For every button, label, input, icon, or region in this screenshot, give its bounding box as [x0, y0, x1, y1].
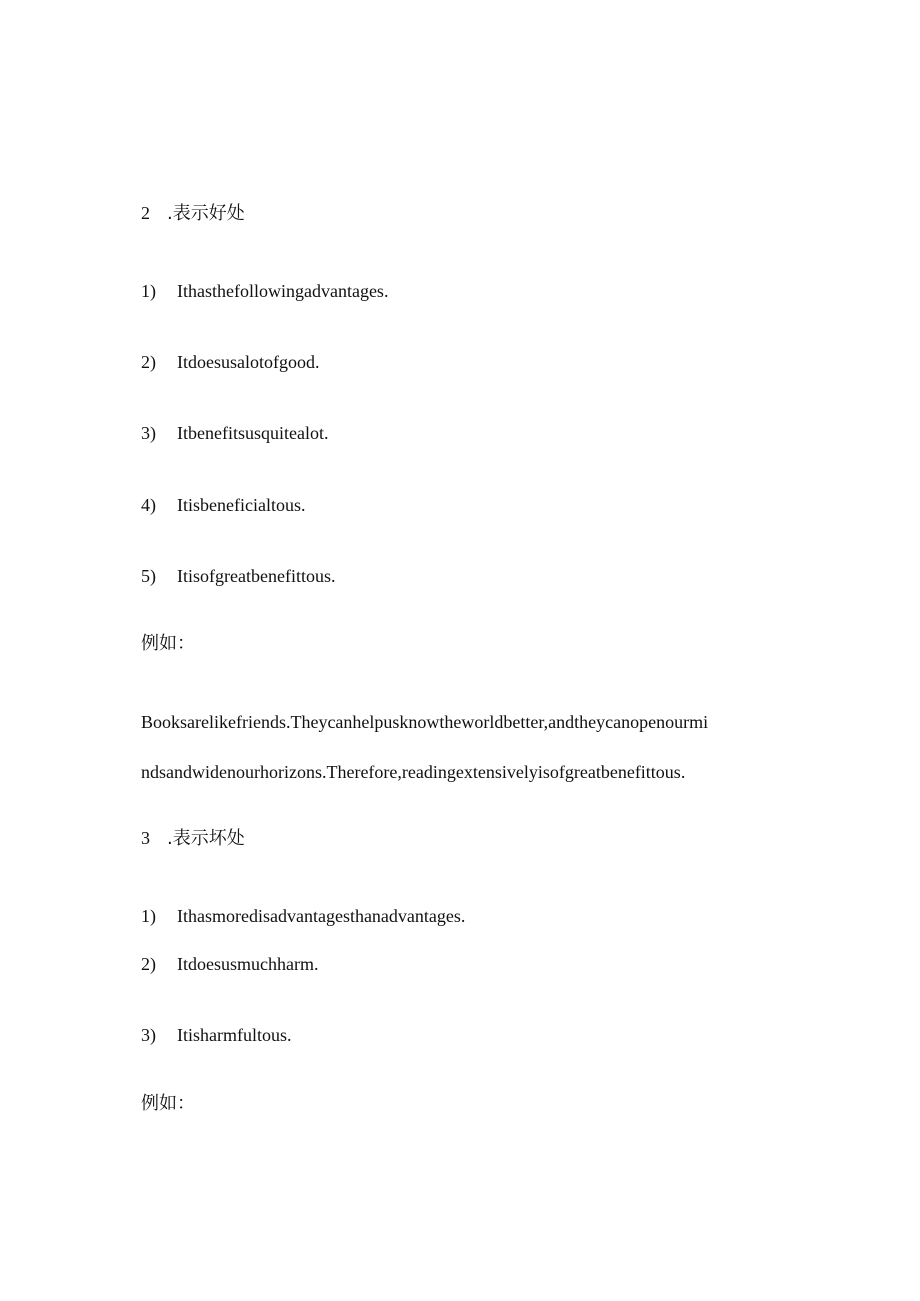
list-item	[141, 493, 305, 517]
list-item-number: 3)	[141, 423, 156, 443]
example-label: 例如：	[141, 633, 195, 654]
list-item-text: Itdoesusalotofgood.	[177, 352, 320, 372]
list-item-text: Itisofgreatbenefittous.	[177, 566, 336, 586]
list-item-text: Ithasthefollowingadvantages.	[177, 281, 389, 301]
list-item-text: Itisbeneficialtous.	[177, 495, 306, 515]
list-item	[141, 564, 335, 588]
section-2-title: .表示好处	[167, 203, 245, 224]
section-3-heading	[141, 826, 245, 851]
example-paragraph-line: Booksarelikefriends.Theycanhelpusknowtheworldbetter,andtheycanopenourmi	[141, 712, 709, 732]
list-item	[141, 350, 319, 374]
list-item	[141, 279, 388, 303]
list-item-number: 2)	[141, 954, 156, 974]
section-2-heading	[141, 201, 245, 226]
list-item	[141, 421, 328, 445]
list-item	[141, 904, 465, 928]
list-item-text: Itbenefitsusquitealot.	[177, 423, 329, 443]
section-3-title: .表示坏处	[167, 828, 245, 849]
list-item-text: Ithasmoredisadvantagesthanadvantages.	[177, 906, 466, 926]
list-item-number: 3)	[141, 1025, 156, 1045]
list-item-number: 4)	[141, 495, 156, 515]
example-paragraph-line: ndsandwidenourhorizons.Therefore,readingextensivelyisofgreatbenefittous.	[141, 762, 686, 782]
list-item-number: 2)	[141, 352, 156, 372]
section-3-number: 3	[141, 828, 150, 848]
list-item-number: 1)	[141, 281, 156, 301]
list-item	[141, 1023, 292, 1047]
section-2-number: 2	[141, 203, 150, 223]
list-item-text: Itisharmfultous.	[177, 1025, 292, 1045]
list-item-number: 1)	[141, 906, 156, 926]
list-item	[141, 952, 318, 976]
list-item-number: 5)	[141, 566, 156, 586]
example-label: 例如：	[141, 1093, 195, 1114]
list-item-text: Itdoesusmuchharm.	[177, 954, 319, 974]
